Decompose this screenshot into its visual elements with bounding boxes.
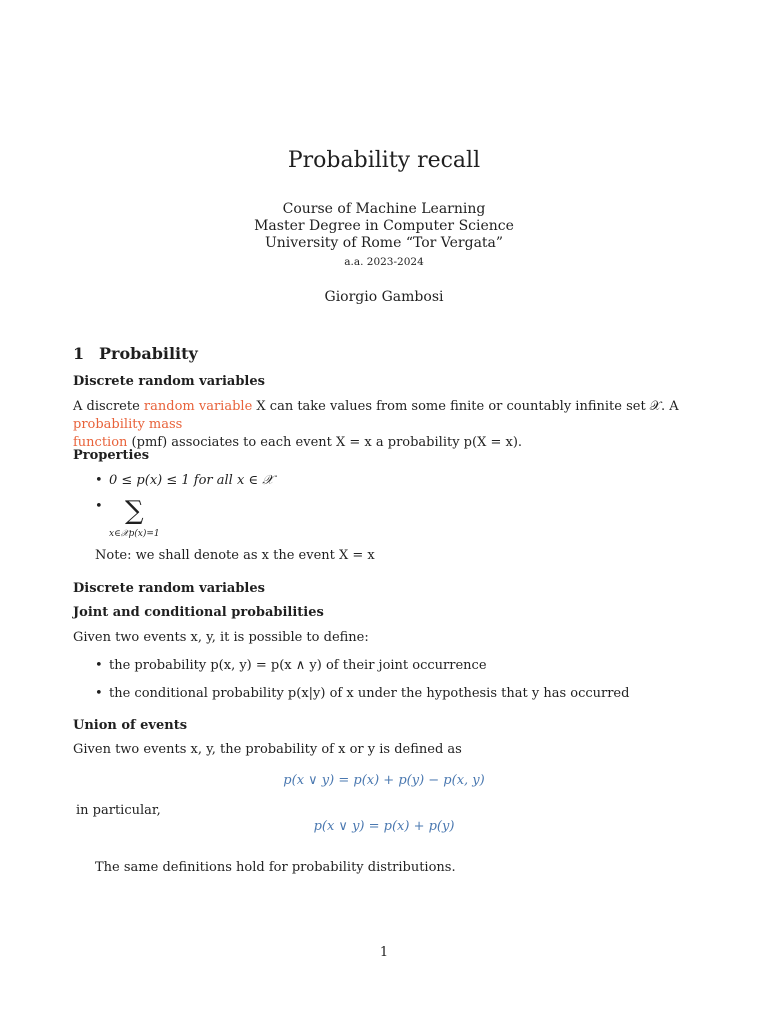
university-name: University of Rome “Tor Vergata” (264, 235, 504, 251)
author-name: Giorgio Gambosi (324, 289, 444, 305)
academic-year: a.a. 2023-2024 (344, 256, 424, 268)
sum-expression (109, 498, 160, 543)
section-title: Probability (99, 344, 198, 363)
subsection-title-discrete-2: Discrete random variables (73, 581, 265, 596)
text-run: A discrete (73, 399, 144, 414)
formula-union: p(x ∨ y) = p(x) + p(y) − p(x, y) (283, 773, 485, 788)
properties-list (95, 472, 695, 543)
list-item (95, 472, 695, 490)
list-item (95, 498, 695, 543)
section-heading (73, 344, 198, 363)
subsection-title-joint: Joint and conditional probabilities (73, 605, 324, 620)
section-number: 1 (73, 344, 85, 363)
union-intro: Given two events x, y, the probability of x or y is defined as (73, 742, 462, 757)
document-title: Probability recall (287, 148, 481, 173)
list-item: • the conditional probability p(x|y) of x under the hypothesis that y has occurred (95, 685, 715, 703)
degree-name: Master Degree in Computer Science (254, 218, 514, 234)
list-item: • the probability p(x, y) = p(x ∧ y) of their joint occurrence (95, 657, 715, 675)
link-probability-mass-function-cont[interactable]: function (73, 435, 128, 450)
sum-subscript: x∈𝒳p(x)=1 (109, 529, 160, 539)
course-name: Course of Machine Learning (282, 201, 486, 217)
paragraph-pmf (73, 398, 703, 452)
in-particular-text: in particular, (76, 803, 161, 818)
subsection-title-union: Union of events (73, 718, 188, 733)
joint-intro: Given two events x, y, it is possible to define: (73, 630, 369, 645)
note-text: Note: we shall denote as x the event X = x (95, 548, 375, 563)
link-random-variable[interactable]: random variable (143, 399, 253, 414)
paragraph-pmf-line2 (73, 434, 703, 452)
joint-list (95, 657, 715, 703)
text-run: X can take values from some finite or countably infinite set 𝒳. A (252, 399, 679, 414)
page-number: 1 (379, 945, 389, 960)
link-probability-mass-function[interactable]: probability mass (73, 417, 183, 432)
properties-title: Properties (73, 448, 150, 463)
formula-union-disjoint: p(x ∨ y) = p(x) + p(y) (313, 819, 455, 834)
sum-symbol: ∑ (125, 496, 144, 526)
subsection-title-discrete: Discrete random variables (73, 374, 265, 389)
paragraph-pmf-line1 (73, 398, 703, 434)
closing-text: The same definitions hold for probability distributions. (95, 860, 456, 875)
text-run: (pmf) associates to each event X = x a probability p(X = x). (127, 435, 523, 450)
property-range: 0 ≤ p(x) ≤ 1 for all x ∈ 𝒳 (109, 473, 274, 488)
